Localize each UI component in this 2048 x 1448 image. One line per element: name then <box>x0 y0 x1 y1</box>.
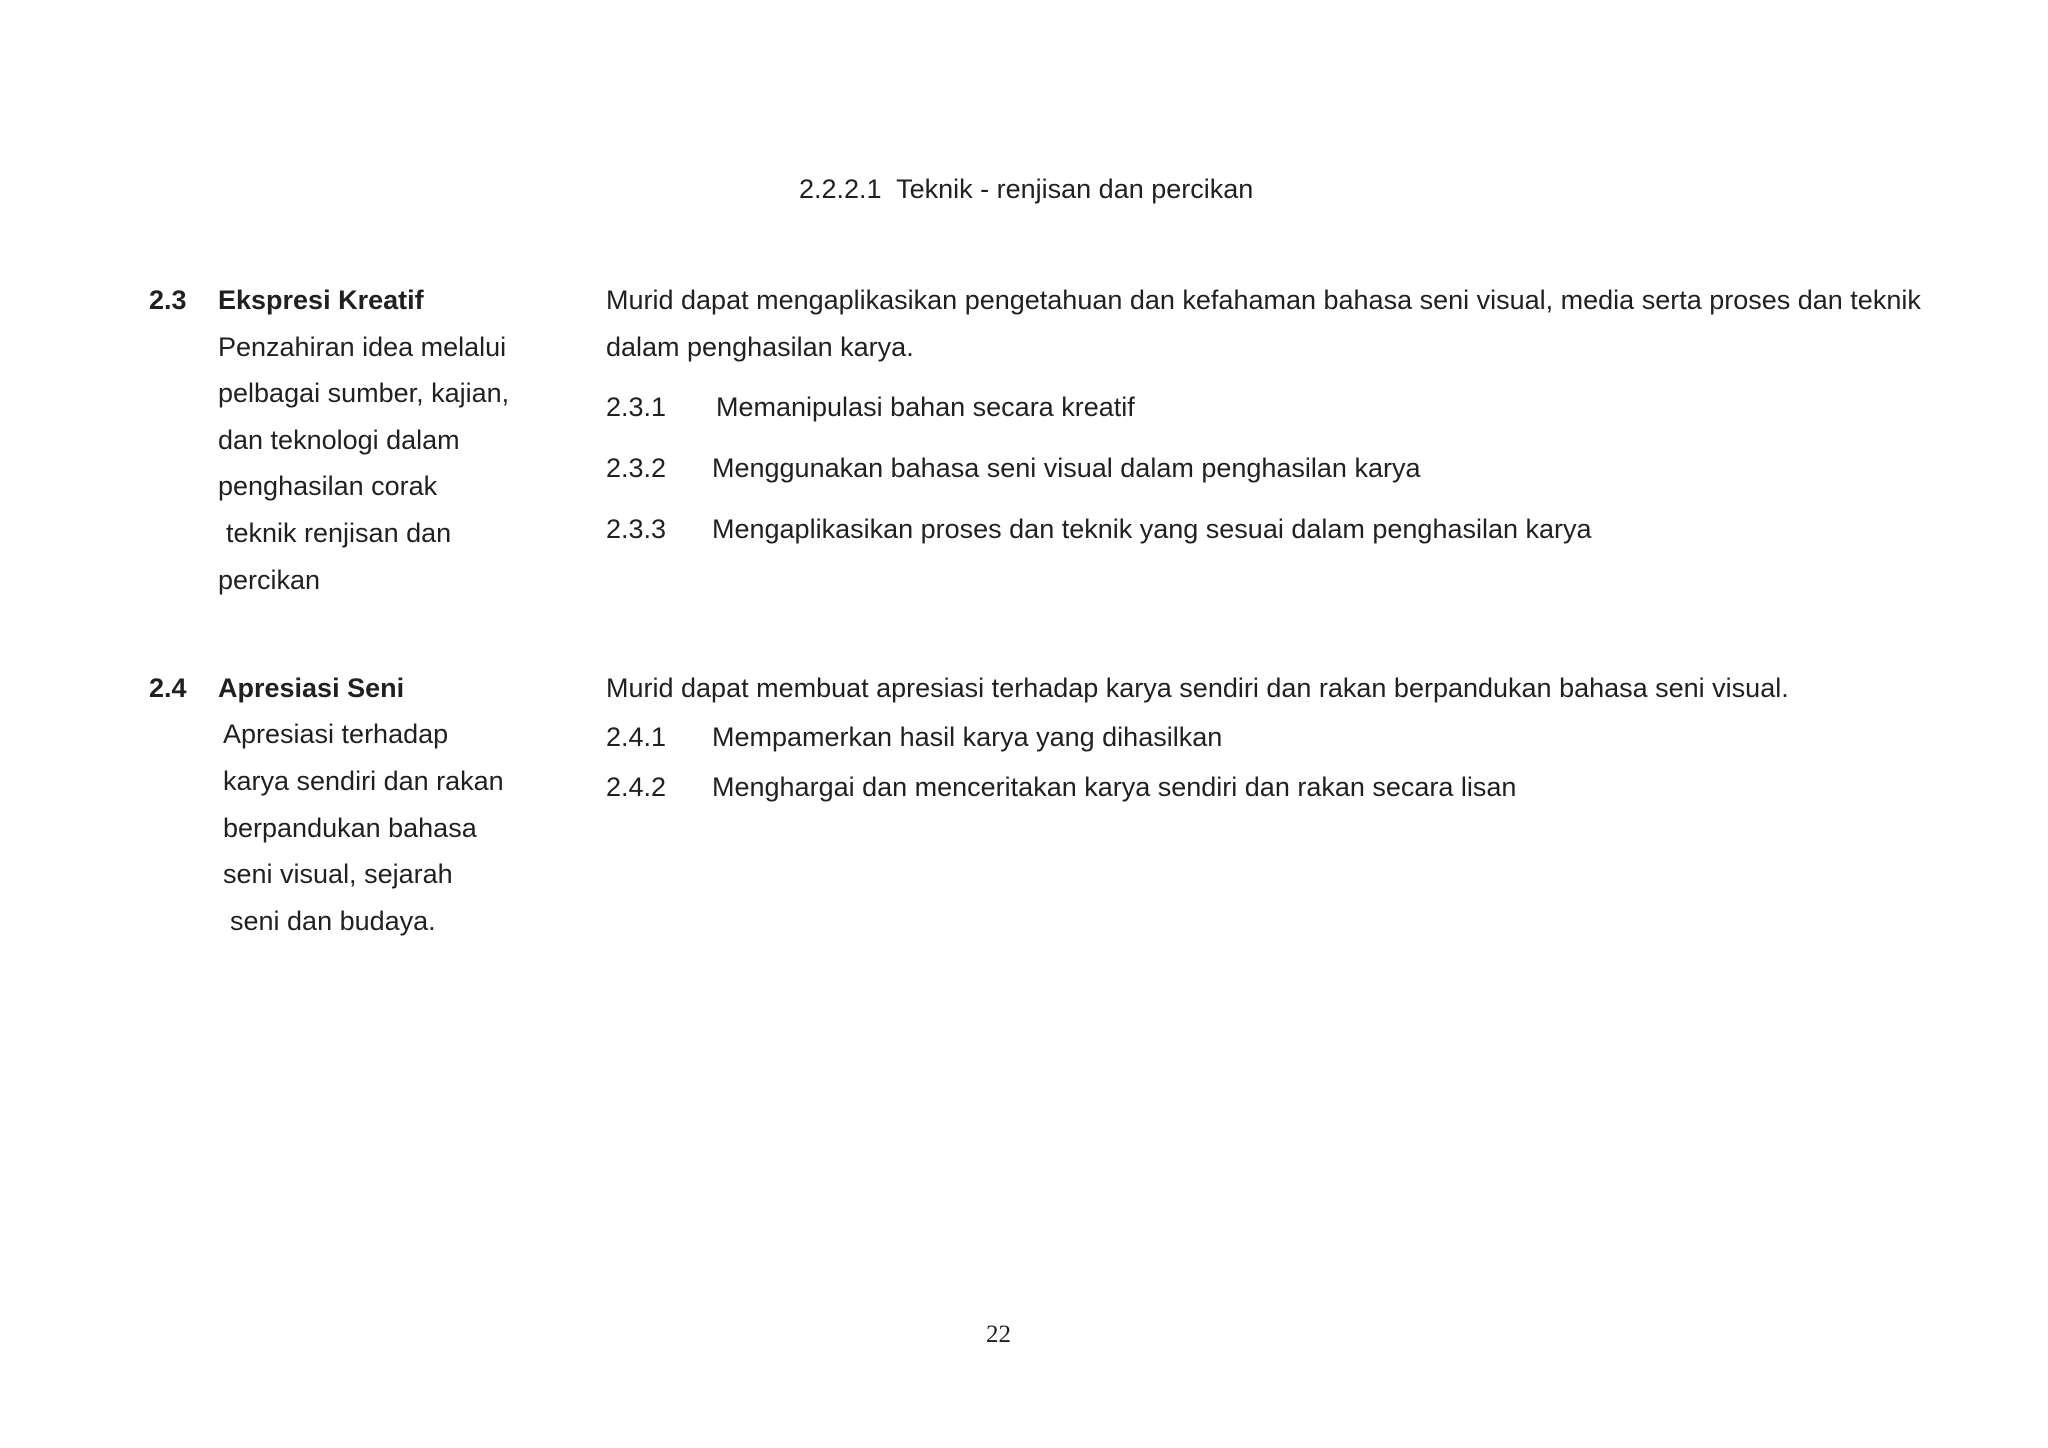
item-number: 2.4.2 <box>606 772 667 802</box>
description-line: karya sendiri dan rakan <box>223 766 504 796</box>
top-item-number: 2.2.2.1 <box>799 174 882 204</box>
item-text: Mengaplikasikan proses dan teknik yang sesuai dalam penghasilan karya <box>712 514 1592 544</box>
section-number: 2.3 <box>149 285 187 315</box>
item-number: 2.3.2 <box>606 453 667 483</box>
top-item <box>799 173 1253 205</box>
standard-line: Murid dapat membuat apresiasi terhadap karya sendiri dan rakan berpandukan bahasa seni visual. <box>606 673 1789 703</box>
description-line: teknik renjisan dan <box>226 518 452 548</box>
section-number: 2.4 <box>149 673 187 703</box>
page-number: 22 <box>986 1321 1011 1348</box>
standard-line: Murid dapat mengaplikasikan pengetahuan dan kefahaman bahasa seni visual, media serta proses dan teknik <box>606 285 1921 315</box>
description-line: penghasilan corak <box>218 471 438 501</box>
description-line: pelbagai sumber, kajian, <box>218 378 510 408</box>
top-item-text: Teknik - renjisan dan percikan <box>896 174 1254 204</box>
description-line: seni dan budaya. <box>230 906 436 936</box>
item-text: Menggunakan bahasa seni visual dalam penghasilan karya <box>712 453 1421 483</box>
item-text: Memanipulasi bahan secara kreatif <box>716 392 1135 422</box>
item-number: 2.3.1 <box>606 392 667 422</box>
description-line: dan teknologi dalam <box>218 425 460 455</box>
item-text: Mempamerkan hasil karya yang dihasilkan <box>712 722 1223 752</box>
section-title: Ekspresi Kreatif <box>218 285 424 315</box>
item-number: 2.3.3 <box>606 514 667 544</box>
item-number: 2.4.1 <box>606 722 667 752</box>
standard-line: dalam penghasilan karya. <box>606 332 914 362</box>
item-text: Menghargai dan menceritakan karya sendiri dan rakan secara lisan <box>712 772 1517 802</box>
description-line: Apresiasi terhadap <box>223 719 449 749</box>
description-line: percikan <box>218 565 321 595</box>
description-line: Penzahiran idea melalui <box>218 332 507 362</box>
section-title: Apresiasi Seni <box>218 673 405 703</box>
description-line: seni visual, sejarah <box>223 859 453 889</box>
description-line: berpandukan bahasa <box>223 813 477 843</box>
